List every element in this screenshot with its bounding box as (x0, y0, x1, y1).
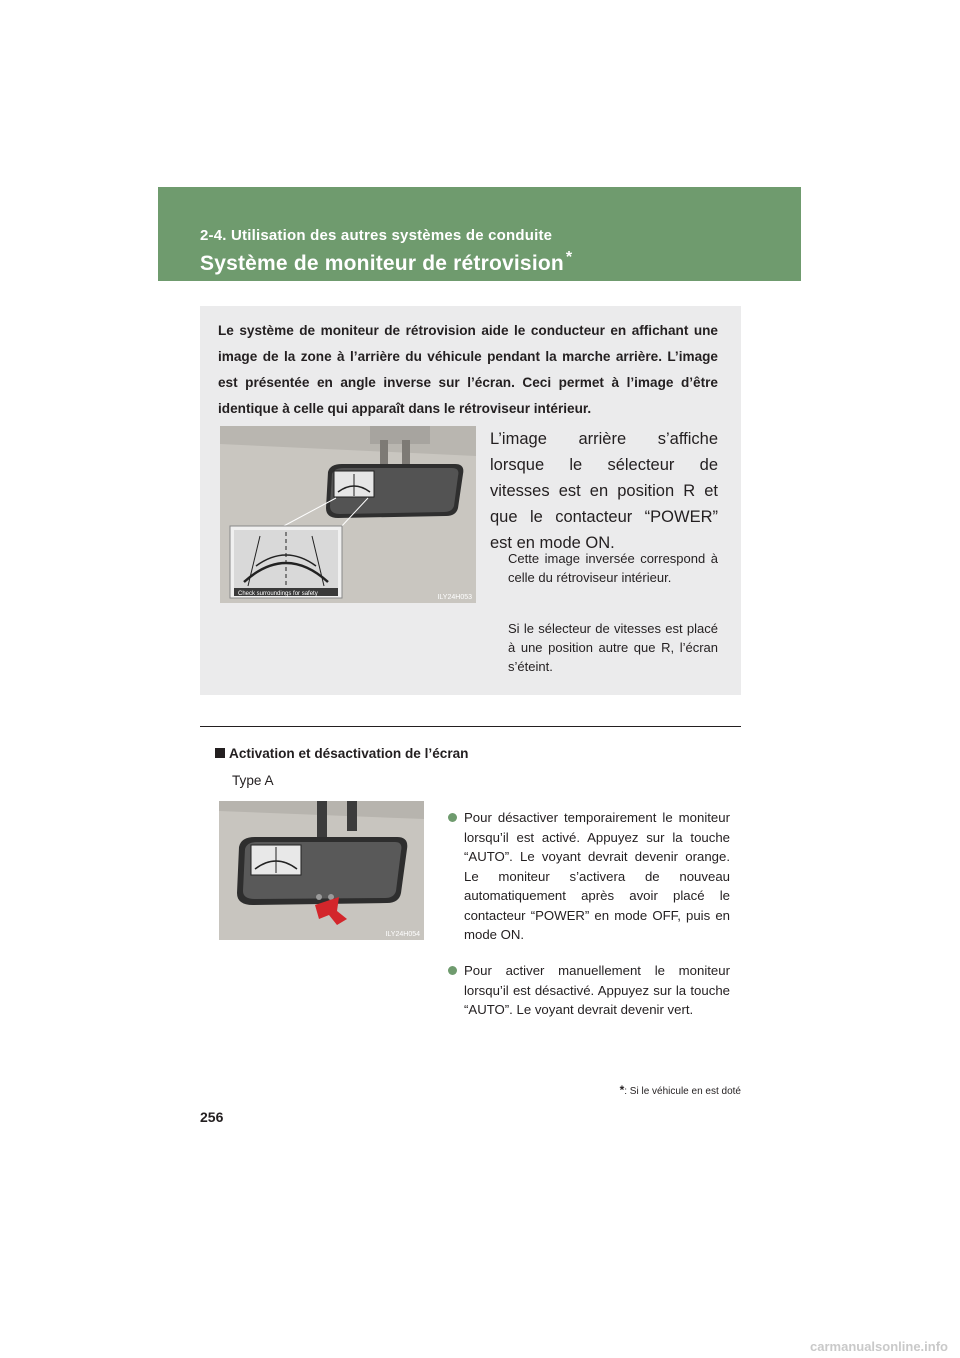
square-bullet-icon (215, 748, 225, 758)
page-number: 256 (200, 1109, 224, 1125)
mirror-button-illustration (219, 801, 424, 940)
type-label: Type A (232, 773, 274, 788)
page-title-text: Système de moniteur de rétrovision (200, 252, 564, 275)
intro-panel (200, 306, 741, 695)
intro-note-1: Cette image inversée correspond à celle du rétroviseur intérieur. (508, 551, 718, 585)
screen-caption: Check surroundings for safety (238, 591, 318, 597)
watermark: carmanualsonline.info (810, 1339, 948, 1354)
section-header (158, 187, 801, 281)
footnote-text: : Si le véhicule en est doté (624, 1086, 741, 1097)
page-title (200, 249, 572, 276)
subsection-heading-text: Activation et désactivation de l’écran (229, 746, 469, 761)
title-footnote-mark: * (565, 249, 573, 266)
bullet-dot-icon (448, 813, 457, 822)
image-code: ILY24H053 (437, 594, 472, 601)
image-code-2: ILY24H054 (385, 931, 420, 938)
intro-lead: Le système de moniteur de rétrovision aide le conducteur en affichant une image de la zone à l’arrière du véhicule pendant la marche arrière. L’image est présentée en angle inverse sur l’écran. Ceci permet à l’image d’être identique à celle qui apparaît dans le rétroviseur intérieur. (218, 323, 718, 416)
intro-note-2: Si le sélecteur de vitesses est placé à une position autre que R, l’écran s’éteint. (508, 621, 718, 674)
footnote (620, 1083, 741, 1097)
bullet-text: Pour désactiver temporairement le moniteur lorsqu’il est activé. Appuyez sur la touche “AUTO”. Le voyant devrait devenir orange. Le moniteur s’activera de nouveau automatiquement après avoir placé le contacteur “POWER” en mode OFF, puis en mode ON. (464, 810, 730, 942)
bullet-text: Pour activer manuellement le moniteur lorsqu’il est désactivé. Appuyez sur la touche “AUTO”. Le voyant devrait devenir vert. (464, 963, 730, 1017)
divider (200, 726, 741, 727)
bullet-dot-icon (448, 966, 457, 975)
subsection-heading (215, 746, 468, 761)
section-breadcrumb: 2-4. Utilisation des autres systèmes de conduite (200, 227, 553, 244)
bullet-item (448, 961, 730, 1020)
footnote-mark: * (619, 1083, 625, 1097)
bullet-item (448, 808, 730, 945)
intro-main-text: L’image arrière s’affiche lorsque le sélecteur de vitesses est en position R et que le contacteur “POWER” est en mode ON. (490, 430, 718, 552)
mirror-screen-illustration (220, 426, 476, 603)
mirror-auto-button-illustration (219, 801, 424, 940)
rearview-mirror-illustration (220, 426, 476, 603)
